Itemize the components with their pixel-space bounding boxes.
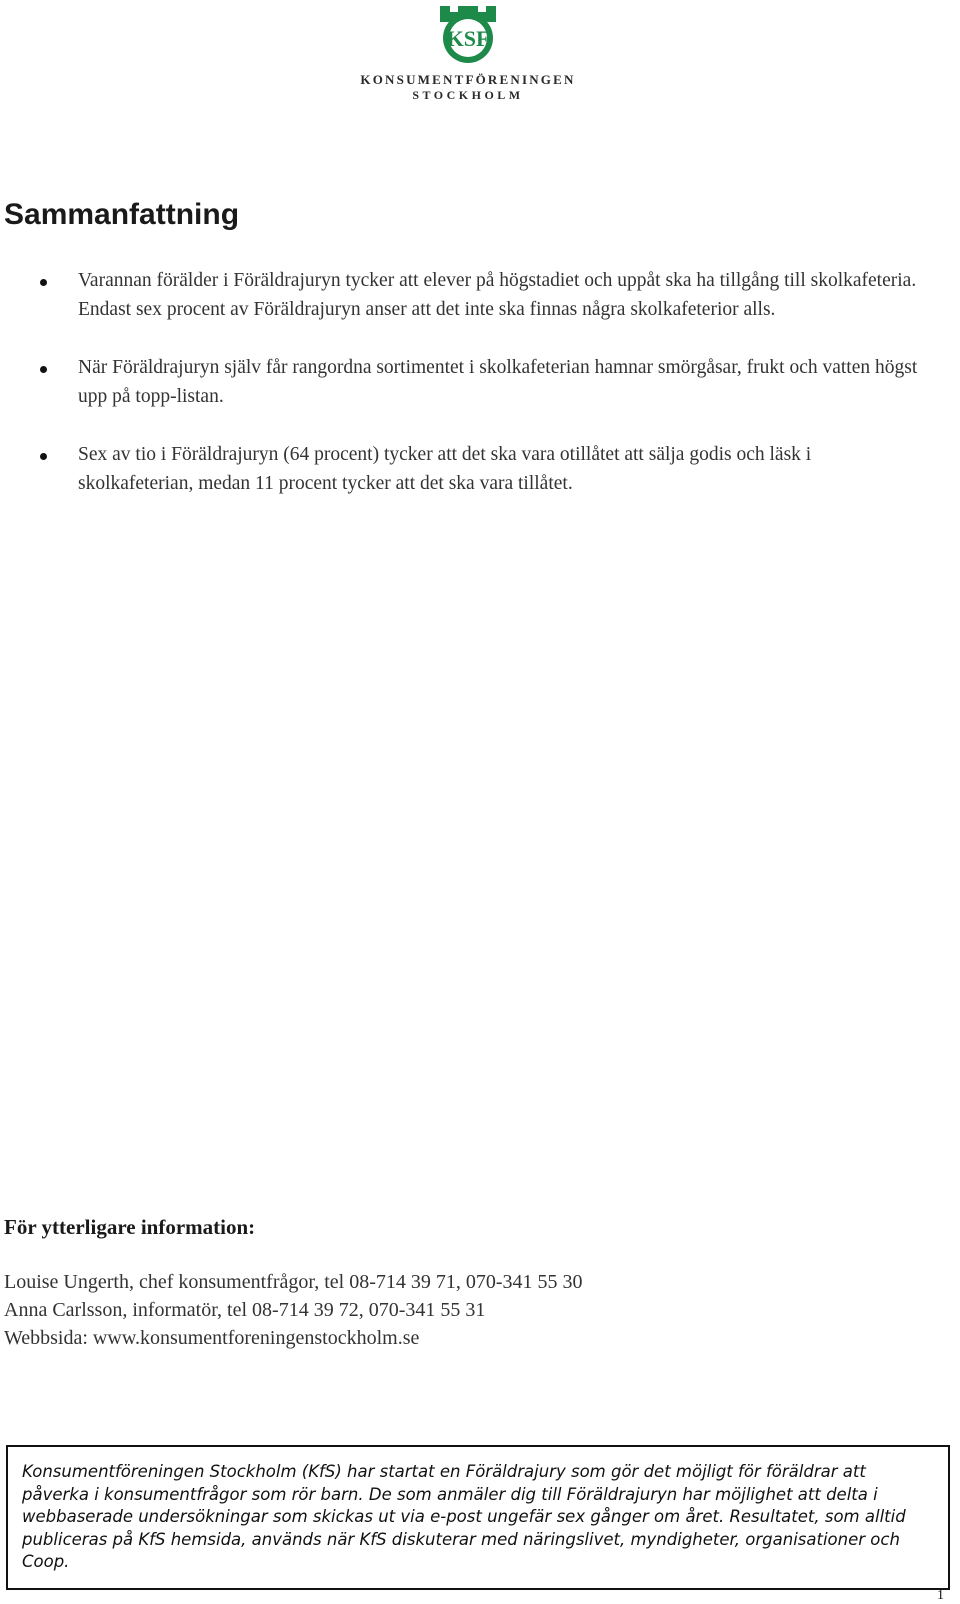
list-item xyxy=(0,267,960,324)
logo-name: KONSUMENTFÖRENINGEN xyxy=(360,72,576,87)
contact-block xyxy=(4,1268,583,1352)
website-line: Webbsida: www.konsumentforeningenstockholm.se xyxy=(4,1327,420,1349)
info-heading: För ytterligare information: xyxy=(4,1215,256,1239)
notice-text: Konsumentföreningen Stockholm (KfS) har startat en Föräldrajury som gör det möjligt för föräldrar att påverka i konsumentfrågor som rör barn. De som anmäler dig till Föräldrajuryn har möjlighet att delta i webbaserade undersökningar som skickas ut via e-post ungefär sex gånger om året. Resultatet, som alltid publiceras på KfS hemsida, används när KfS diskuterar med näringslivet, myndigheter, organisationer och Coop. xyxy=(22,1462,906,1571)
page-title: Sammanfattning xyxy=(4,198,240,231)
notice-box xyxy=(6,1445,950,1590)
bullet-icon xyxy=(40,453,47,460)
page-number: 1 xyxy=(937,1588,944,1603)
list-item-text: När Föräldrajuryn själv får rangordna sortimentet i skolkafeterian hamnar smörgåsar, frukt och vatten högst upp på topp-listan. xyxy=(78,357,918,407)
contact-line: Anna Carlsson, informatör, tel 08-714 39 72, 070-341 55 31 xyxy=(4,1299,486,1321)
bullet-icon xyxy=(40,366,47,373)
kfs-logo xyxy=(352,0,584,105)
contact-line: Louise Ungerth, chef konsumentfrågor, tel 08-714 39 71, 070-341 55 30 xyxy=(4,1271,583,1293)
list-item-text: Sex av tio i Föräldrajuryn (64 procent) tycker att det ska vara otillåtet att sälja godis och läsk i skolkafeterian, medan 11 procent tycker att det ska vara tillåtet. xyxy=(78,444,812,494)
list-item xyxy=(0,354,960,411)
list-item-text: Varannan förälder i Föräldrajuryn tycker att elever på högstadiet och uppåt ska ha tillgång till skolkafeteria. Endast sex procent av Föräldrajuryn anser att det inte ska finnas några skolkafeterior alls. xyxy=(78,270,917,320)
bullet-icon xyxy=(40,279,47,286)
kfs-emblem-icon xyxy=(432,0,504,72)
logo-city: STOCKHOLM xyxy=(412,88,524,102)
logo-monogram: KSF xyxy=(446,26,490,51)
summary-list xyxy=(0,267,960,528)
list-item xyxy=(0,441,960,498)
